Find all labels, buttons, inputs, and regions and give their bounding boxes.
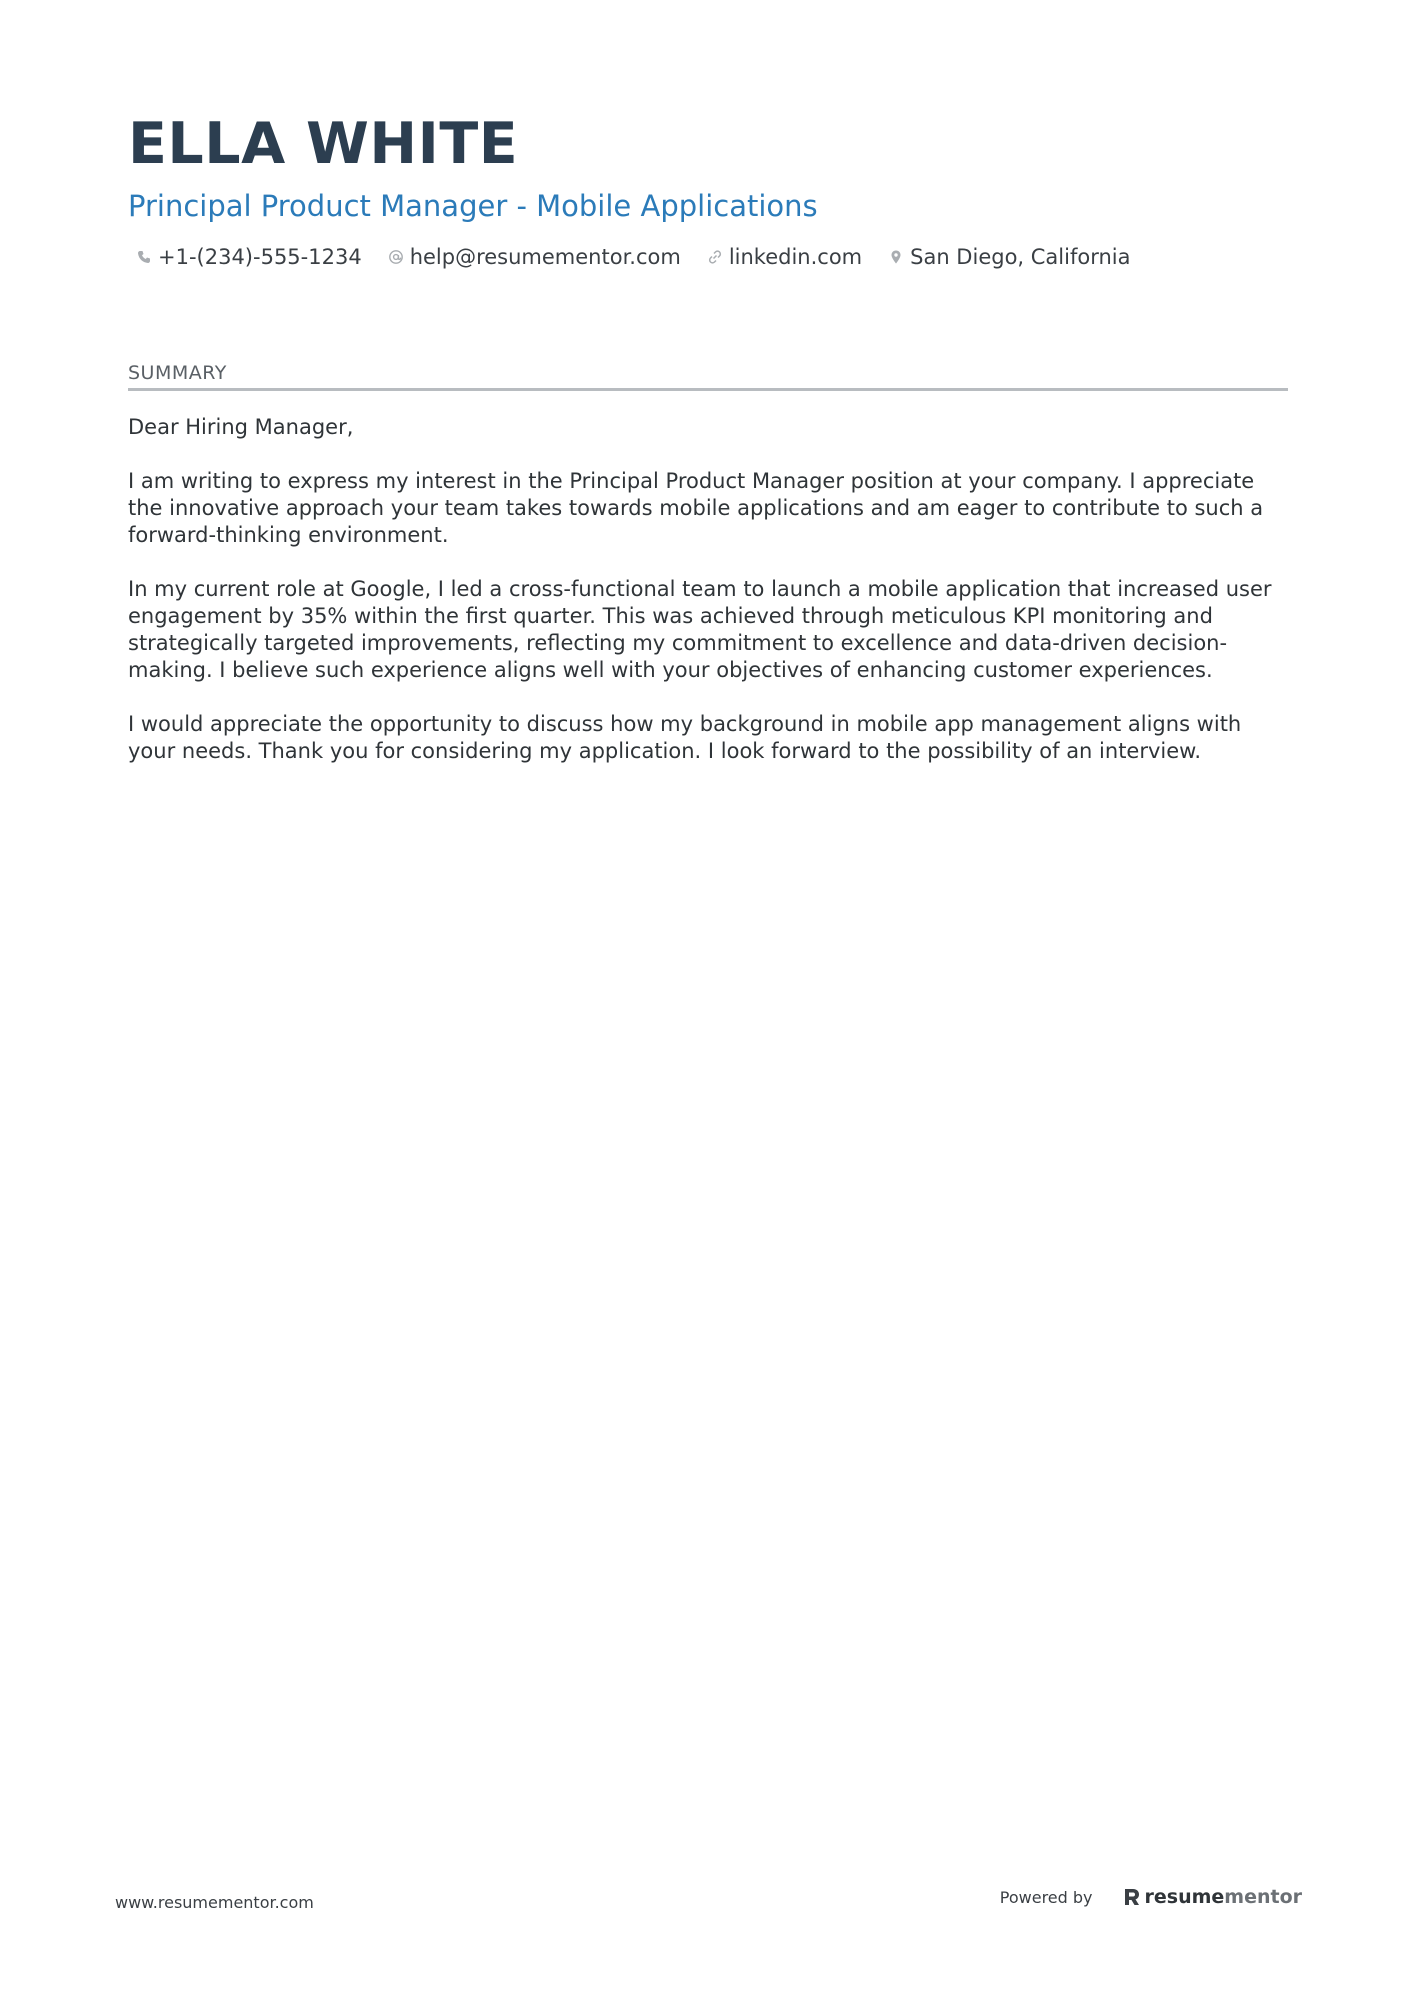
candidate-name: ELLA WHITE: [128, 111, 519, 177]
contact-phone: [136, 242, 362, 272]
contact-email[interactable]: [388, 242, 681, 272]
salutation: Dear Hiring Manager,: [128, 415, 354, 439]
footer-branding: [1000, 1886, 1302, 1908]
paragraph: I am writing to express my interest in the Principal Product Manager position at your company. I appreciate the innovative approach your team takes towards mobile applications and am eager to contribute to such a forward-thinking environment.: [128, 469, 1264, 547]
contact-location: [888, 242, 1130, 272]
header: [128, 108, 1288, 272]
brand-logo[interactable]: [1123, 1886, 1303, 1908]
link-icon: [707, 249, 723, 265]
paragraph: I would appreciate the opportunity to discuss how my background in mobile app management aligns with your needs. Thank you for considering my application. I look forward to the possibility of an interview.: [128, 712, 1242, 763]
contact-link[interactable]: [707, 242, 862, 272]
phone-icon: [136, 249, 152, 265]
paragraph: In my current role at Google, I led a cross-functional team to launch a mobile application that increased user engagement by 35% within the first quarter. This was achieved through meticulous KPI monitoring and strategically targeted improvements, reflecting my commitment to excellence and data-driven decision-making. I believe such experience aligns well with your objectives of enhancing customer experiences.: [128, 577, 1272, 682]
powered-by-label: Powered by: [999, 1887, 1093, 1907]
section-heading-summary: SUMMARY: [128, 360, 1288, 391]
phone-text: +1-(234)-555-1234: [158, 245, 362, 269]
email-text[interactable]: help@resumementor.com: [409, 245, 681, 269]
contact-row: [136, 242, 1288, 272]
brand-name-part2: mentor: [1224, 1886, 1302, 1908]
resumementor-logo-icon: [1123, 1887, 1141, 1907]
footer-website[interactable]: www.resumementor.com: [115, 1893, 314, 1912]
link-text[interactable]: linkedin.com: [728, 245, 863, 269]
brand-name-part1: resume: [1144, 1886, 1225, 1908]
at-icon: [388, 249, 404, 265]
letter-body: [128, 414, 1288, 792]
job-title: Principal Product Manager - Mobile Applications: [128, 189, 818, 223]
location-pin-icon: [888, 249, 904, 265]
location-text: San Diego, California: [910, 245, 1131, 269]
